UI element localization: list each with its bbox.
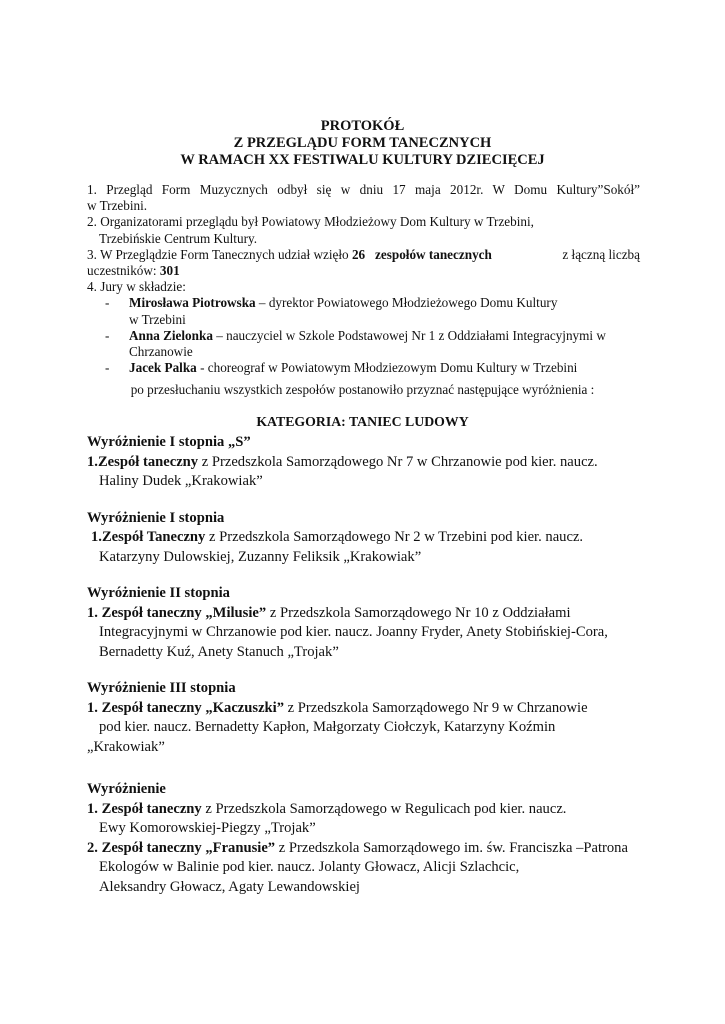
entry-group: Zespół taneczny „Franusie” <box>101 839 276 856</box>
item-3-count: 26 <box>351 246 366 262</box>
award-title: Wyróżnienie <box>87 781 166 797</box>
entry-continuation: Ekologów w Balinie pod kier. naucz. Jolanty Głowacz, Alicji Szlachcic, <box>99 859 520 875</box>
entry-number: 1. <box>91 529 102 545</box>
jury-member-name: Mirosława Piotrowska <box>129 295 256 311</box>
award-block <box>87 509 647 568</box>
entry-dance-name: „Krakowiak” <box>87 738 165 755</box>
award-entry <box>87 604 647 624</box>
entry-continuation: Katarzyny Dulowskiej, Zuzanny Feliksik „Krakowiak” <box>99 548 422 565</box>
entry-details: z Przedszkola Samorządowego Nr 9 w Chrzanowie <box>284 699 588 716</box>
award-block <box>87 780 647 897</box>
protocol-items <box>87 182 640 376</box>
award-entry <box>87 699 647 719</box>
entry-details: z Przedszkola Samorządowego Nr 10 z Oddziałami <box>266 604 571 621</box>
jury-member: - Jacek Palka - choreograf w Powiatowym Młodziezowym Domu Kultury w Trzebini <box>105 360 578 376</box>
item-3-main <box>87 247 492 263</box>
entry-details: z Przedszkola Samorządowego Nr 7 w Chrzanowie pod kier. naucz. <box>198 453 598 470</box>
item-1-line-2: w Trzebini. <box>87 198 148 214</box>
item-2-line-1: 2. Organizatorami przeglądu był Powiatowy Młodzieżowy Dom Kultury w Trzebini, <box>87 214 534 230</box>
award-block <box>87 679 647 757</box>
awards-list <box>87 433 647 914</box>
award-block <box>87 433 647 492</box>
entry-number: 1. <box>87 453 98 470</box>
item-2-line-2: Trzebińskie Centrum Kultury. <box>99 230 257 246</box>
entry-group: Zespół taneczny <box>97 453 199 470</box>
header-title: PROTOKÓŁ <box>320 118 405 134</box>
header-subtitle: Z PRZEGLĄDU FORM TANECZNYCH <box>233 135 492 151</box>
award-title: Wyróżnienie I stopnia „S” <box>87 434 251 450</box>
item-3-suffix: z łączną liczbą <box>562 246 640 262</box>
jury-list <box>105 295 640 376</box>
award-entry <box>87 800 647 820</box>
entry-details: z Przedszkola Samorządowego Nr 2 w Trzebini pod kier. naucz. <box>205 529 584 545</box>
entry-continuation: pod kier. naucz. Bernadetty Kapłon, Małgorzaty Ciołczyk, Katarzyny Koźmin <box>99 719 556 735</box>
header-festival: W RAMACH XX FESTIWALU KULTURY DZIECIĘCEJ <box>180 152 545 168</box>
award-entry <box>87 839 647 859</box>
item-3-participants: 301 <box>159 263 180 279</box>
jury-member-name: Jacek Palka <box>129 360 197 376</box>
entry-group: Zespół taneczny „Milusie” <box>101 604 267 621</box>
award-entry <box>87 528 647 548</box>
jury-member-desc: - choreograf w Powiatowym Młodziezowym Domu Kultury w Trzebini <box>200 360 578 376</box>
jury-member: - Anna Zielonka – nauczyciel w Szkole Podstawowej Nr 1 z Oddziałami Integracyjnymi w <box>105 327 606 343</box>
document-header <box>0 118 725 169</box>
entry-continuation: Ewy Komorowskiej-Piegzy „Trojak” <box>99 820 316 836</box>
entry-continuation: Aleksandry Głowacz, Agaty Lewandowskiej <box>99 878 360 895</box>
item-1-line-1: 1. Przegląd Form Muzycznych odbył się w dniu 17 maja 2012r. W Domu Kultury”Sokół” <box>87 182 640 197</box>
entry-details: z Przedszkola Samorządowego w Regulicach pod kier. naucz. <box>201 800 567 817</box>
entry-details: z Przedszkola Samorządowego im. św. Franciszka –Patrona <box>275 839 628 856</box>
item-3-prefix: 3. W Przeglądzie Form Tanecznych udział wzięło <box>87 246 349 262</box>
jury-member-desc: – dyrektor Powiatowego Młodzieżowego Domu Kultury <box>258 295 558 311</box>
jury-member-cont: Chrzanowie <box>129 344 193 360</box>
entry-number: 1. <box>87 604 102 621</box>
jury-member-name: Anna Zielonka <box>129 327 213 343</box>
entry-continuation: Integracyjnymi w Chrzanowie pod kier. naucz. Joanny Fryder, Anety Stobińskiej-Cora, <box>99 624 608 640</box>
item-4-label: 4. Jury w składzie: <box>87 279 186 295</box>
jury-decision-intro: po przesłuchaniu wszystkich zespołów postanowiło przyznać następujące wyróżnienia : <box>130 382 595 397</box>
award-title: Wyróżnienie I stopnia <box>87 509 225 526</box>
entry-continuation: Haliny Dudek „Krakowiak” <box>99 473 263 489</box>
award-title: Wyróżnienie II stopnia <box>87 585 230 601</box>
jury-member-desc: – nauczyciel w Szkole Podstawowej Nr 1 z Oddziałami Integracyjnymi w <box>216 327 606 343</box>
entry-group: Zespół taneczny „Kaczuszki” <box>101 699 285 716</box>
entry-continuation: Bernadetty Kuź, Anety Stanuch „Trojak” <box>99 643 339 660</box>
award-title: Wyróżnienie III stopnia <box>87 680 236 696</box>
entry-group: Zespół taneczny <box>101 800 202 817</box>
item-3-line-1 <box>87 247 640 263</box>
entry-number: 1. <box>87 800 102 817</box>
award-block <box>87 584 647 662</box>
jury-member: - Mirosława Piotrowska – dyrektor Powiatowego Młodzieżowego Domu Kultury <box>105 295 558 311</box>
jury-member-cont: w Trzebini <box>129 311 186 327</box>
award-entry <box>87 453 647 473</box>
entry-group: Zespół Taneczny <box>101 529 206 545</box>
category-title: KATEGORIA: TANIEC LUDOWY <box>256 414 469 429</box>
item-3-groups: zespołów tanecznych <box>375 246 492 262</box>
entry-number: 1. <box>87 699 102 716</box>
item-3-line-2 <box>87 263 640 279</box>
item-3-participants-label: uczestników: <box>87 263 157 279</box>
entry-number: 2. <box>87 839 102 856</box>
